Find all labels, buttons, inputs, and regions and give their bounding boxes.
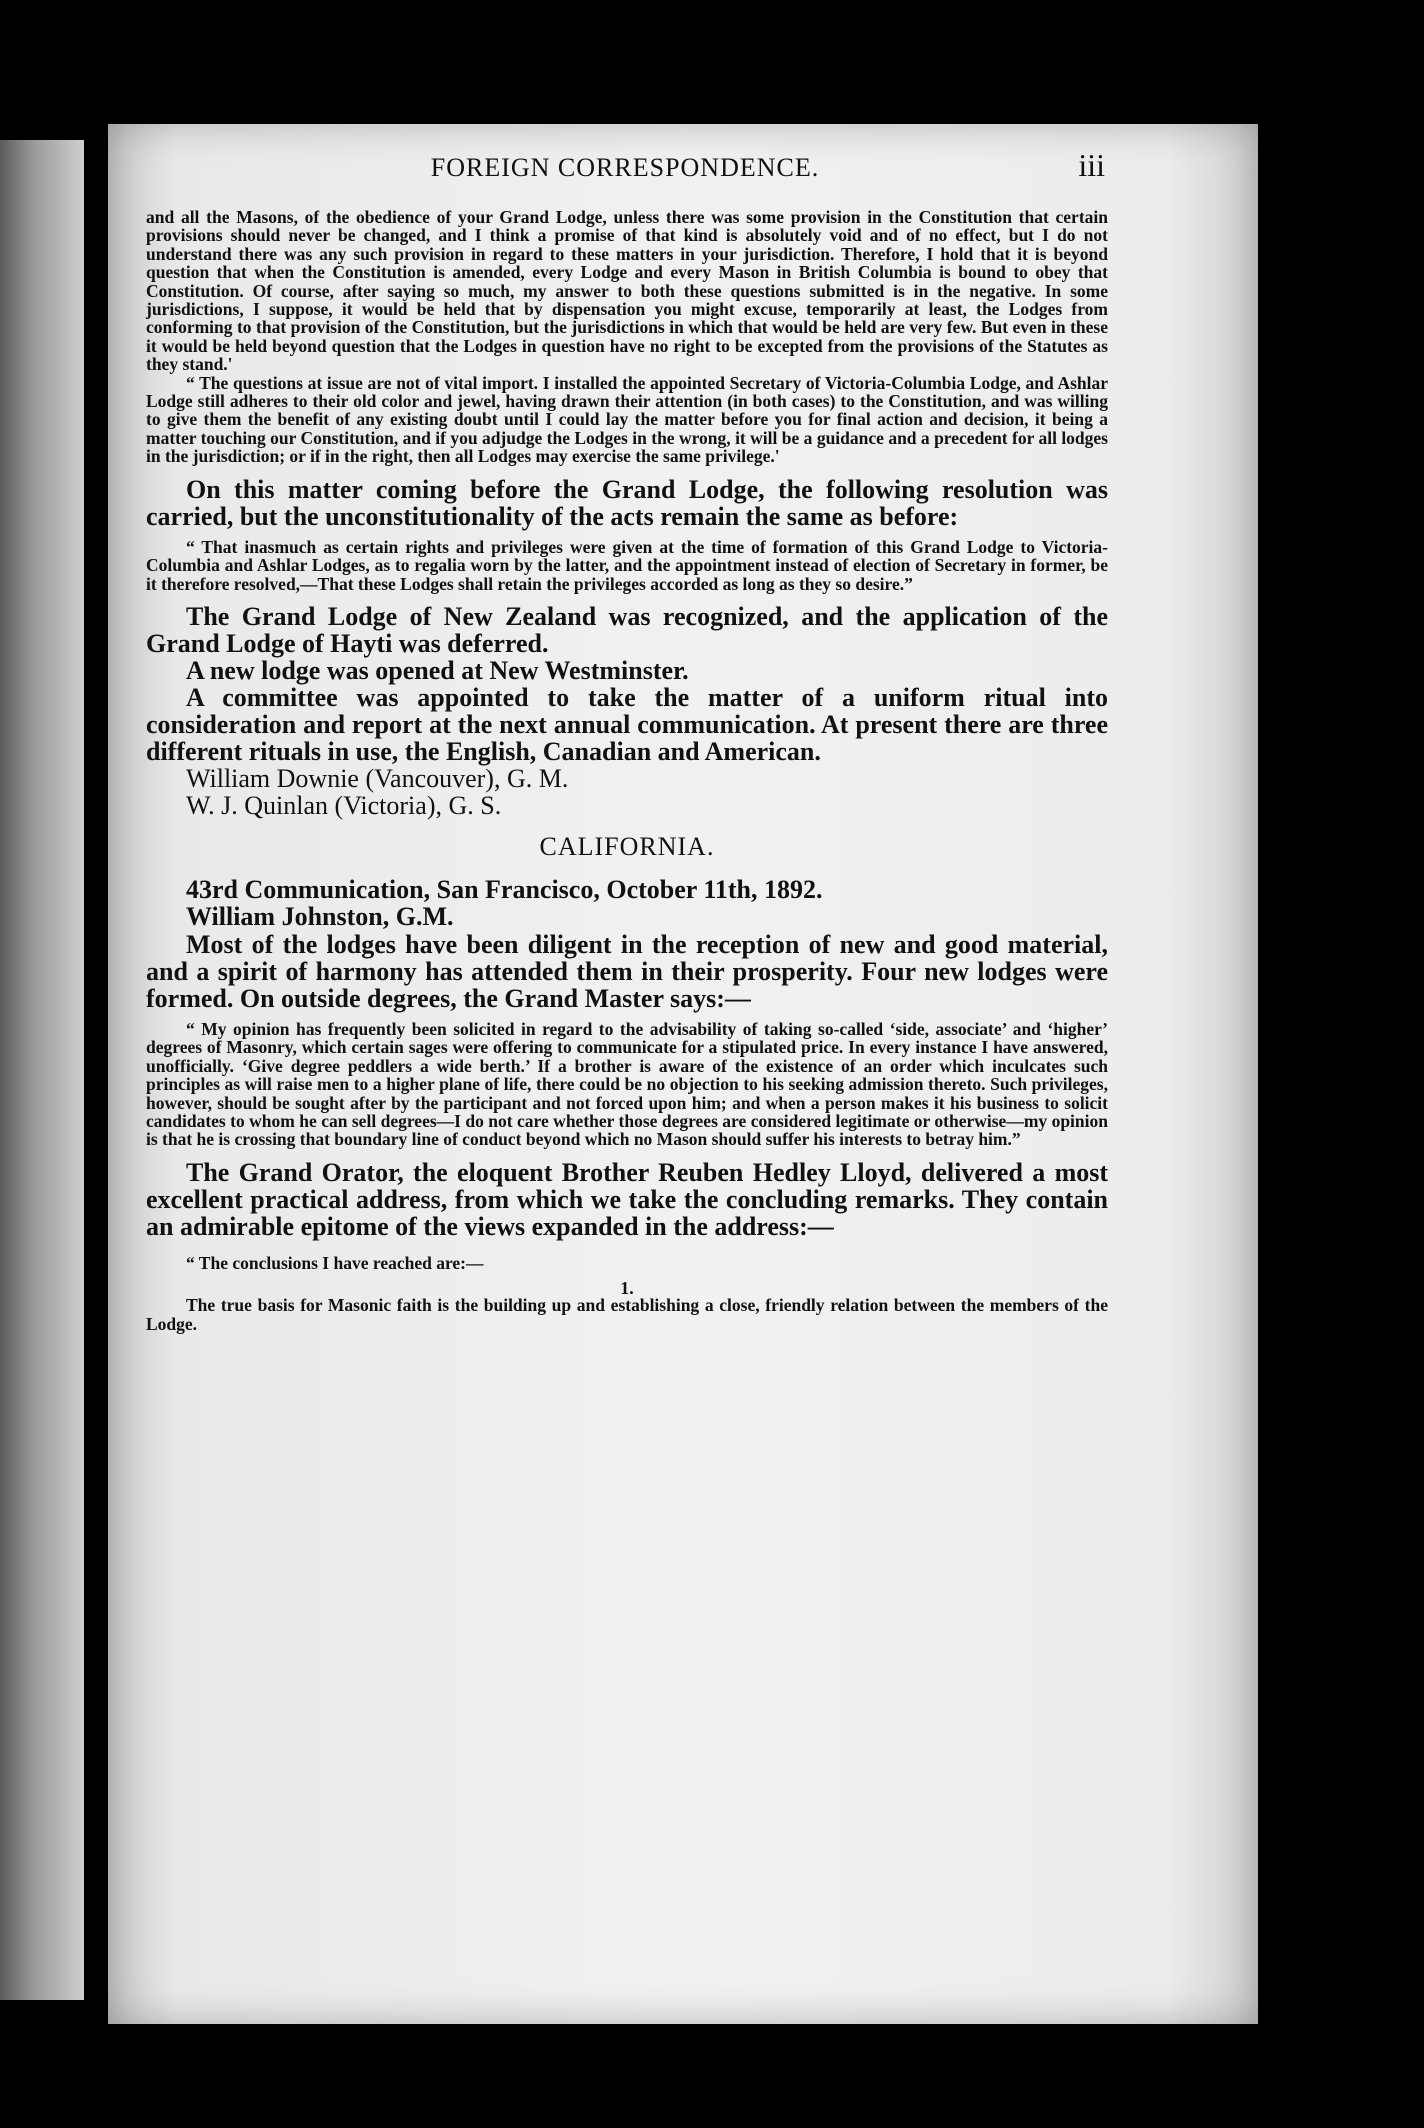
body-paragraph: A new lodge was opened at New Westminster. [186, 655, 689, 685]
communication-line: 43rd Communication, San Francisco, October 11th, 1892. [186, 874, 823, 904]
resolution-quote: “ That inasmuch as certain rights and privileges were given at the time of formation of this Grand Lodge to Victoria-Columbia and Ashlar Lodges, as to regalia worn by the latter, and the appointment instead of election of Secretary in former, be it therefore resolved,—That these Lodges shall retain the privileges accorded as long as they so desire.” [146, 536, 1108, 594]
signature-line: W. J. Quinlan (Victoria), G. S. [186, 791, 502, 821]
page-content [146, 208, 1108, 1333]
running-head-title: FOREIGN CORRESPONDENCE. [430, 153, 820, 182]
section-heading: CALIFORNIA. [539, 831, 715, 861]
quote-intro: “ The conclusions I have reached are:— [186, 1252, 484, 1273]
page-number: iii [1078, 147, 1105, 183]
signature-line: William Downie (Vancouver), G. M. [186, 763, 569, 793]
body-paragraph: The Grand Lodge of New Zealand was recognized, and the application of the Grand Lodge of Hayti was deferred. [146, 601, 1108, 658]
list-numeral: 1. [620, 1278, 634, 1299]
body-paragraph: Most of the lodges have been diligent in the reception of new and good material, and a spirit of harmony has attended them in their prosperity. Four new lodges were formed. On outside degrees, the Grand Master says:— [146, 929, 1108, 1013]
quote-paragraph: and all the Masons, of the obedience of your Grand Lodge, unless there was some provision in the Constitution that certain provisions should never be changed, and I think a promise of that kind is absolutely void and of no effect, but I do not understand there was any such provision in regard to these matters in your jurisdiction. Therefore, I hold that it is beyond question that when the Constitution is amended, every Lodge and every Mason in British Columbia is bound to obey that Constitution. Of course, after saying so much, my answer to both these questions submitted is in the negative. In some jurisdictions, I suppose, it would be held that by dispensation you might excuse, temporarily at least, the Lodges from conforming to that provision of the Constitution, but the jurisdictions in which that would be held are very few. But even in these it would be held beyond question that the Lodges in question have no right to be excepted from the provisions of the Statutes as they stand.' [146, 207, 1108, 375]
grand-master-quote: “ My opinion has frequently been solicited in regard to the advisability of taking so-called ‘side, associate’ and ‘higher’ degrees of Masonry, which certain sages were offering to communicate for a stipulated price. In every instance I have answered, unofficially. ‘Give degree peddlers a wide berth.’ If a brother is aware of the existence of an order which inculcates such principles as will raise men to a higher plane of life, there could be no objection to his seeking admission thereto. Such privileges, however, should be sought after by the participant and not forced upon him; and when a person makes it his business to solicit candidates to whom he can sell degrees—I do not care whether those degrees are considered legitimate or otherwise—my opinion is that he is crossing that boundary line of conduct beyond which no Mason should suffer his interests to betray him.” [146, 1018, 1108, 1150]
quote-paragraph: The true basis for Masonic faith is the building up and establishing a close, friendly relation between the members of the Lodge. [146, 1295, 1108, 1334]
quote-paragraph: “ The questions at issue are not of vital import. I installed the appointed Secretary of Victoria-Columbia Lodge, and Ashlar Lodge still adheres to their old color and jewel, having drawn their attention (in both cases) to the Constitution, and was willing to give them the benefit of any existing doubt until I could lay the matter before you for final action and decision, it being a matter touching our Constitution, and if you adjudge the Lodges in the wrong, it will be a guidance and a precedent for all lodges in the jurisdiction; or if in the right, then all Lodges may exercise the same privilege.' [146, 372, 1108, 467]
facing-page-edge [0, 140, 84, 2000]
body-paragraph: A committee was appointed to take the matter of a uniform ritual into consideration and report at the next annual communication. At present there are three different rituals in use, the English, Canadian and American. [146, 682, 1108, 766]
grand-master-line: William Johnston, G.M. [186, 902, 454, 932]
body-paragraph: The Grand Orator, the eloquent Brother Reuben Hedley Lloyd, delivered a most excellent practical address, from which we take the concluding remarks. They contain an admirable epitome of the views expanded in the address:— [146, 1157, 1108, 1241]
body-paragraph: On this matter coming before the Grand Lodge, the following resolution was carried, but the unconstitutionality of the acts remain the same as before: [146, 474, 1108, 531]
running-head [145, 147, 1105, 187]
